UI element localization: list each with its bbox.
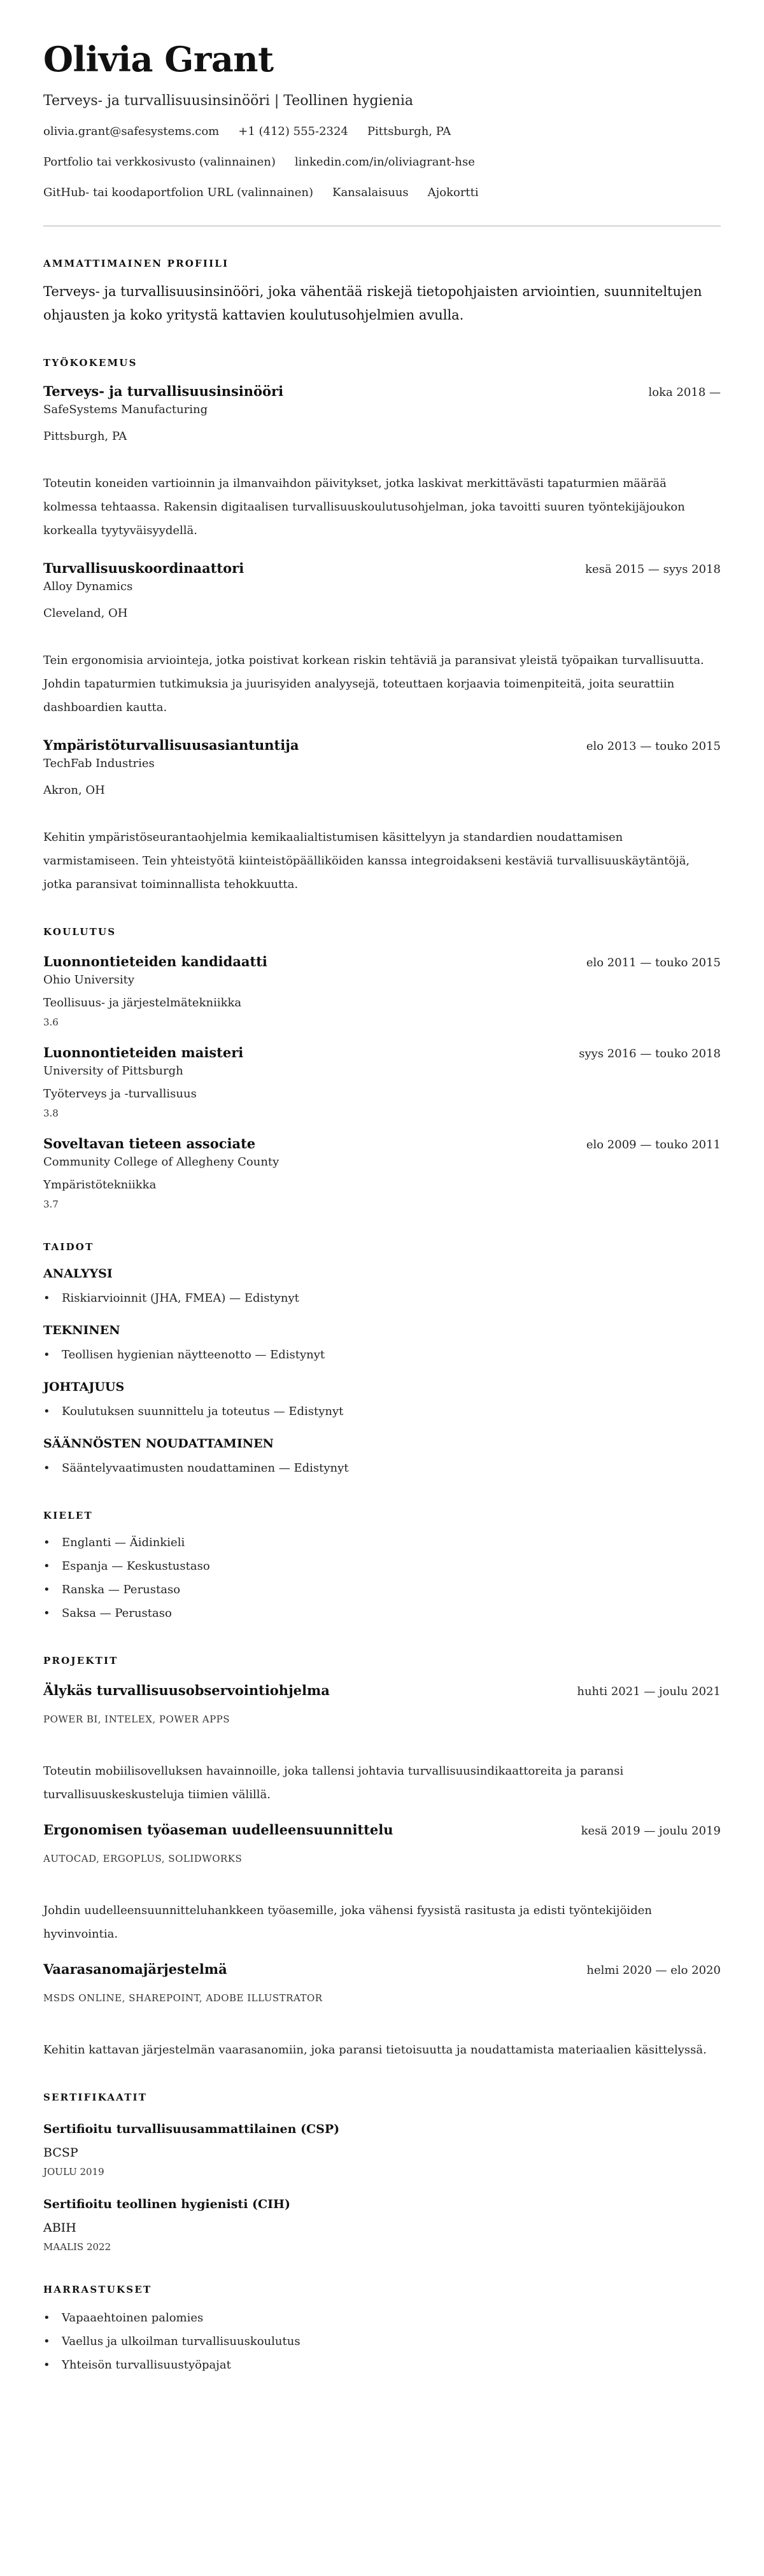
project-title: Ergonomisen työaseman uudelleensuunnittelu <box>43 1822 393 1838</box>
entry-header <box>43 1043 721 1063</box>
job-entry <box>43 559 721 719</box>
project-tech: MSDS ONLINE, SHAREPOINT, ADOBE ILLUSTRATOR <box>43 1992 323 2004</box>
project-description: Johdin uudelleensuunnitteluhankkeen työasemille, joka vähensi fyysistä rasitusta ja edisti työntekijöiden hyvinvointia. <box>43 1904 652 1941</box>
company: Alloy Dynamics <box>43 580 133 593</box>
certification-entry <box>43 2195 721 2254</box>
project-title: Vaarasanomajärjestelmä <box>43 1961 227 1977</box>
skill-group-heading: SÄÄNNÖSTEN NOUDATTAMINEN <box>43 1437 274 1451</box>
degree: Luonnontieteiden maisteri <box>43 1045 244 1060</box>
school: University of Pittsburgh <box>43 1064 183 1078</box>
section-heading: TYÖKOKEMUS <box>43 357 138 369</box>
skill-list <box>43 1456 721 1480</box>
education-entry <box>43 1043 721 1120</box>
date-range: kesä 2015 — syys 2018 <box>585 563 721 576</box>
headline: Terveys- ja turvallisuusinsinööri | Teollinen hygienia <box>43 93 414 109</box>
education-entry <box>43 1134 721 1211</box>
portfolio-link[interactable]: Portfolio tai verkkosivusto (valinnainen) <box>43 155 276 169</box>
job-title: Ympäristöturvallisuusasiantuntija <box>43 737 299 753</box>
job-description: Toteutin koneiden vartioinnin ja ilmanvaihdon päivitykset, jotka laskivat merkittävästi tapaturmien määrää kolmessa tehtaassa. Rakensin digitaalisen turvallisuuskoulutusohjelman, joka tavoitti suuren työntekijäjoukon korkealla tyytyväisyydellä. <box>43 477 685 537</box>
skill-item: • Teollisen hygienian näytteenotto — Edistynyt <box>43 1343 721 1367</box>
date-range: syys 2016 — touko 2018 <box>579 1047 721 1060</box>
job-entry <box>43 736 721 896</box>
entry-header <box>43 559 721 579</box>
hobbies-section <box>43 2283 721 2377</box>
date-range: loka 2018 — <box>648 386 721 399</box>
job-location: Pittsburgh, PA <box>43 430 127 443</box>
certification-name: Sertifioitu turvallisuusammattilainen (CSP) <box>43 2122 340 2136</box>
date-range: elo 2009 — touko 2011 <box>586 1138 721 1151</box>
date-range: kesä 2019 — joulu 2019 <box>581 1824 721 1838</box>
skill-item: • Riskiarvioinnit (JHA, FMEA) — Edistynyt <box>43 1286 721 1310</box>
date-range: elo 2013 — touko 2015 <box>586 740 721 753</box>
skill-list <box>43 1343 721 1367</box>
certification-name: Sertifioitu teollinen hygienisti (CIH) <box>43 2197 290 2211</box>
certification-date: JOULU 2019 <box>43 2166 104 2178</box>
field-of-study: Teollisuus- ja järjestelmätekniikka <box>43 996 242 1010</box>
section-heading: PROJEKTIT <box>43 1655 118 1666</box>
profile-section <box>43 257 721 327</box>
language-item: • Espanja — Keskustustaso <box>43 1554 721 1578</box>
project-tech: AUTOCAD, ERGOPLUS, SOLIDWORKS <box>43 1853 243 1864</box>
header-divider <box>43 225 721 227</box>
skill-item: • Sääntelyvaatimusten noudattaminen — Edistynyt <box>43 1456 721 1480</box>
section-heading: KIELET <box>43 1510 93 1521</box>
education-section <box>43 926 721 1211</box>
entry-header <box>43 736 721 756</box>
drivers-license: Ajokortti <box>427 186 479 199</box>
entry-header <box>43 1820 721 1840</box>
certification-date: MAALIS 2022 <box>43 2241 111 2253</box>
entry-header <box>43 1681 721 1701</box>
section-heading: HARRASTUKSET <box>43 2284 152 2295</box>
contact-row <box>43 185 721 201</box>
linkedin-link[interactable]: linkedin.com/in/oliviagrant-hse <box>294 155 475 169</box>
project-entry <box>43 1820 721 1946</box>
contact-row <box>43 154 721 171</box>
job-description: Tein ergonomisia arviointeja, jotka poistivat korkean riskin tehtäviä ja paransivat yleistä työpaikan turvallisuutta. Johdin tapaturmien tutkimuksia ja juurisyiden analyysejä, toteuttaen korjaavia toimenpiteitä, joita seurattiin dashboardien kautta. <box>43 654 704 714</box>
experience-section <box>43 356 721 896</box>
date-range: huhti 2021 — joulu 2021 <box>577 1685 721 1698</box>
date-range: helmi 2020 — elo 2020 <box>586 1964 721 1977</box>
job-title: Terveys- ja turvallisuusinsinööri <box>43 383 284 399</box>
certification-issuer: ABIH <box>43 2221 76 2235</box>
field-of-study: Ympäristötekniikka <box>43 1178 157 1192</box>
language-item: • Saksa — Perustaso <box>43 1601 721 1625</box>
job-location: Akron, OH <box>43 784 105 797</box>
github-link[interactable]: GitHub- tai koodaportfolion URL (valinnainen) <box>43 186 313 199</box>
job-entry <box>43 382 721 542</box>
project-entry <box>43 1681 721 1806</box>
profile-text: Terveys- ja turvallisuusinsinööri, joka vähentää riskejä tietopohjaisten arviointien, suunniteltujen ohjausten ja koko yritystä kattavien koulutusohjelmien avulla. <box>43 284 702 323</box>
skill-item: • Koulutuksen suunnittelu ja toteutus — Edistynyt <box>43 1400 721 1423</box>
school: Community College of Allegheny County <box>43 1155 279 1169</box>
entry-header <box>43 1134 721 1154</box>
contact-row <box>43 123 721 140</box>
company: TechFab Industries <box>43 757 155 770</box>
project-title: Älykäs turvallisuusobservointiohjelma <box>43 1682 330 1698</box>
education-entry <box>43 952 721 1029</box>
entry-header <box>43 952 721 972</box>
phone: +1 (412) 555-2324 <box>238 125 348 138</box>
degree: Soveltavan tieteen associate <box>43 1136 256 1151</box>
project-tech: POWER BI, INTELEX, POWER APPS <box>43 1714 230 1725</box>
email-link[interactable]: olivia.grant@safesystems.com <box>43 125 220 138</box>
hobby-item: • Vapaaehtoinen palomies <box>43 2306 721 2330</box>
field-of-study: Työterveys ja -turvallisuus <box>43 1087 197 1101</box>
project-description: Toteutin mobiilisovelluksen havainnoille, joka tallensi johtavia turvallisuusindikaattoreita ja paransi turvallisuuskeskusteluja tiimien välillä. <box>43 1764 624 1801</box>
skill-list <box>43 1286 721 1310</box>
company: SafeSystems Manufacturing <box>43 403 208 416</box>
languages-section <box>43 1509 721 1625</box>
skill-group-heading: TEKNINEN <box>43 1323 120 1337</box>
skill-list <box>43 1400 721 1423</box>
gpa: 3.8 <box>43 1108 59 1119</box>
candidate-name: Olivia Grant <box>43 39 274 80</box>
skills-section <box>43 1241 721 1480</box>
certifications-section <box>43 2091 721 2254</box>
entry-header <box>43 382 721 402</box>
section-heading: KOULUTUS <box>43 926 117 938</box>
section-heading: SERTIFIKAATIT <box>43 2092 148 2103</box>
section-heading: AMMATTIMAINEN PROFIILI <box>43 258 229 269</box>
citizenship: Kansalaisuus <box>332 186 409 199</box>
location: Pittsburgh, PA <box>367 125 451 138</box>
certification-issuer: BCSP <box>43 2146 78 2160</box>
resume-header <box>43 37 721 201</box>
job-title: Turvallisuuskoordinaattori <box>43 560 244 576</box>
certification-entry <box>43 2120 721 2179</box>
degree: Luonnontieteiden kandidaatti <box>43 954 267 969</box>
hobby-item: • Vaellus ja ulkoilman turvallisuuskoulutus <box>43 2330 721 2353</box>
gpa: 3.6 <box>43 1017 59 1028</box>
job-location: Cleveland, OH <box>43 607 128 620</box>
language-item: • Englanti — Äidinkieli <box>43 1531 721 1554</box>
section-heading: TAIDOT <box>43 1241 94 1253</box>
skill-group-heading: ANALYYSI <box>43 1267 113 1281</box>
entry-header <box>43 1960 721 1980</box>
hobby-item: • Yhteisön turvallisuustyöpajat <box>43 2353 721 2377</box>
project-description: Kehitin kattavan järjestelmän vaarasanomiin, joka paransi tietoisuutta ja noudattamista materiaalien käsittelyssä. <box>43 2043 707 2057</box>
projects-section <box>43 1654 721 2062</box>
job-description: Kehitin ympäristöseurantaohjelmia kemikaalialtistumisen käsittelyyn ja standardien noudattamisen varmistamiseen. Tein yhteistyötä kiinteistöpäälliköiden kanssa integroidakseni kestäviä turvallisuuskäytäntöjä, jotka paransivat toiminnallista tehokkuutta. <box>43 831 690 891</box>
gpa: 3.7 <box>43 1199 59 1210</box>
school: Ohio University <box>43 973 135 987</box>
project-entry <box>43 1960 721 2062</box>
date-range: elo 2011 — touko 2015 <box>586 956 721 969</box>
language-item: • Ranska — Perustaso <box>43 1578 721 1601</box>
skill-group-heading: JOHTAJUUS <box>43 1380 125 1394</box>
